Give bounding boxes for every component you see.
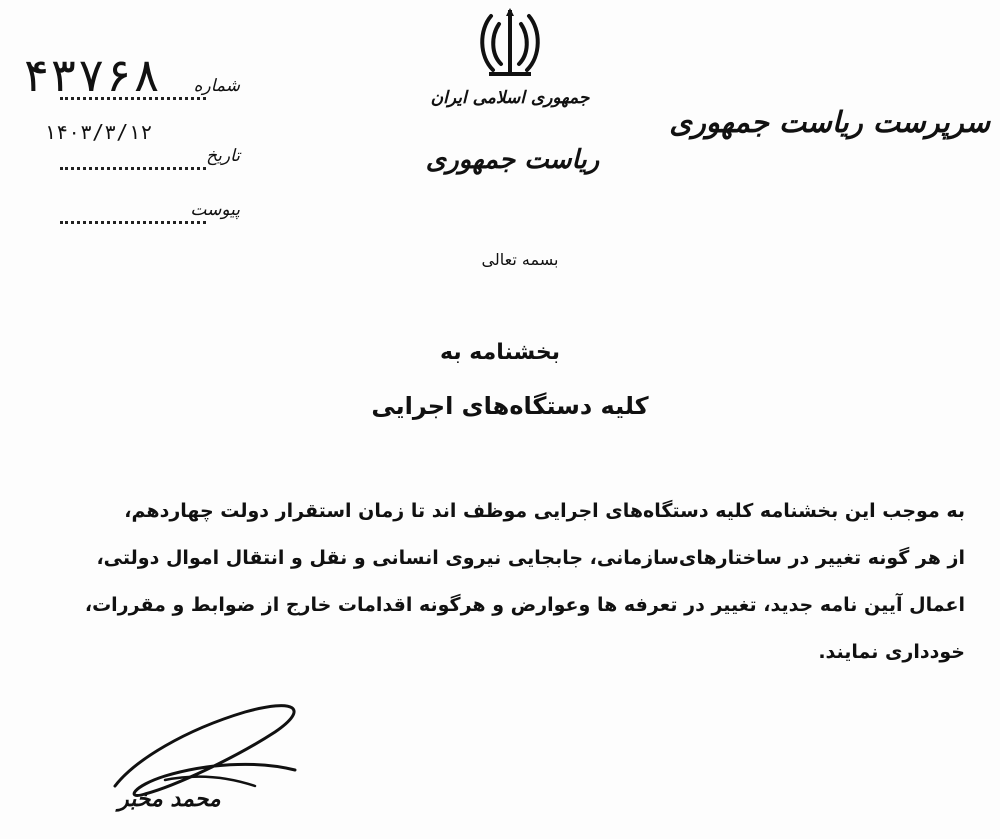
date-dotted-line: [60, 167, 206, 170]
body-line: خودداری نمایند.: [818, 641, 965, 663]
circular-title: بخشنامه به: [440, 340, 560, 365]
country-name: جمهوری اسلامی ایران: [430, 88, 590, 108]
body-line: اعمال آیین نامه جدید، تغییر در تعرفه ها وعوارض و هرگونه اقدامات خارج از ضوابط و مقررات،: [84, 594, 965, 616]
circular-recipients: کلیه دستگاه‌های اجرایی: [371, 392, 649, 420]
besmeh-heading: بسمه تعالی: [481, 250, 559, 269]
body-line: از هر گونه تغییر در ساختارهای‌سازمانی، جابجایی نیروی انسانی و نقل و انتقال اموال دولتی،: [96, 547, 965, 569]
attachment-row: [40, 200, 240, 230]
attachment-dotted-line: [60, 221, 206, 224]
signer-name: محمد مخبر: [118, 786, 221, 812]
number-label: شماره: [193, 76, 240, 96]
letter-number: ۴۳۷۶۸: [22, 48, 161, 102]
date-row: [40, 146, 240, 176]
date-label: تاریخ: [206, 146, 240, 166]
letter-body: [84, 488, 965, 676]
sender-title: سرپرست ریاست جمهوری: [669, 105, 990, 139]
attachment-label: پیوست: [190, 200, 240, 220]
letter-date: ۱۴۰۳/۳/۱۲: [44, 120, 153, 144]
iran-emblem-icon: [477, 6, 543, 80]
number-dotted-line: [60, 97, 206, 100]
number-row: [40, 76, 240, 106]
body-line: به موجب این بخشنامه کلیه دستگاه‌های اجرایی موظف اند تا زمان استقرار دولت چهاردهم،: [124, 500, 965, 522]
office-name: ریاست جمهوری: [425, 145, 600, 175]
